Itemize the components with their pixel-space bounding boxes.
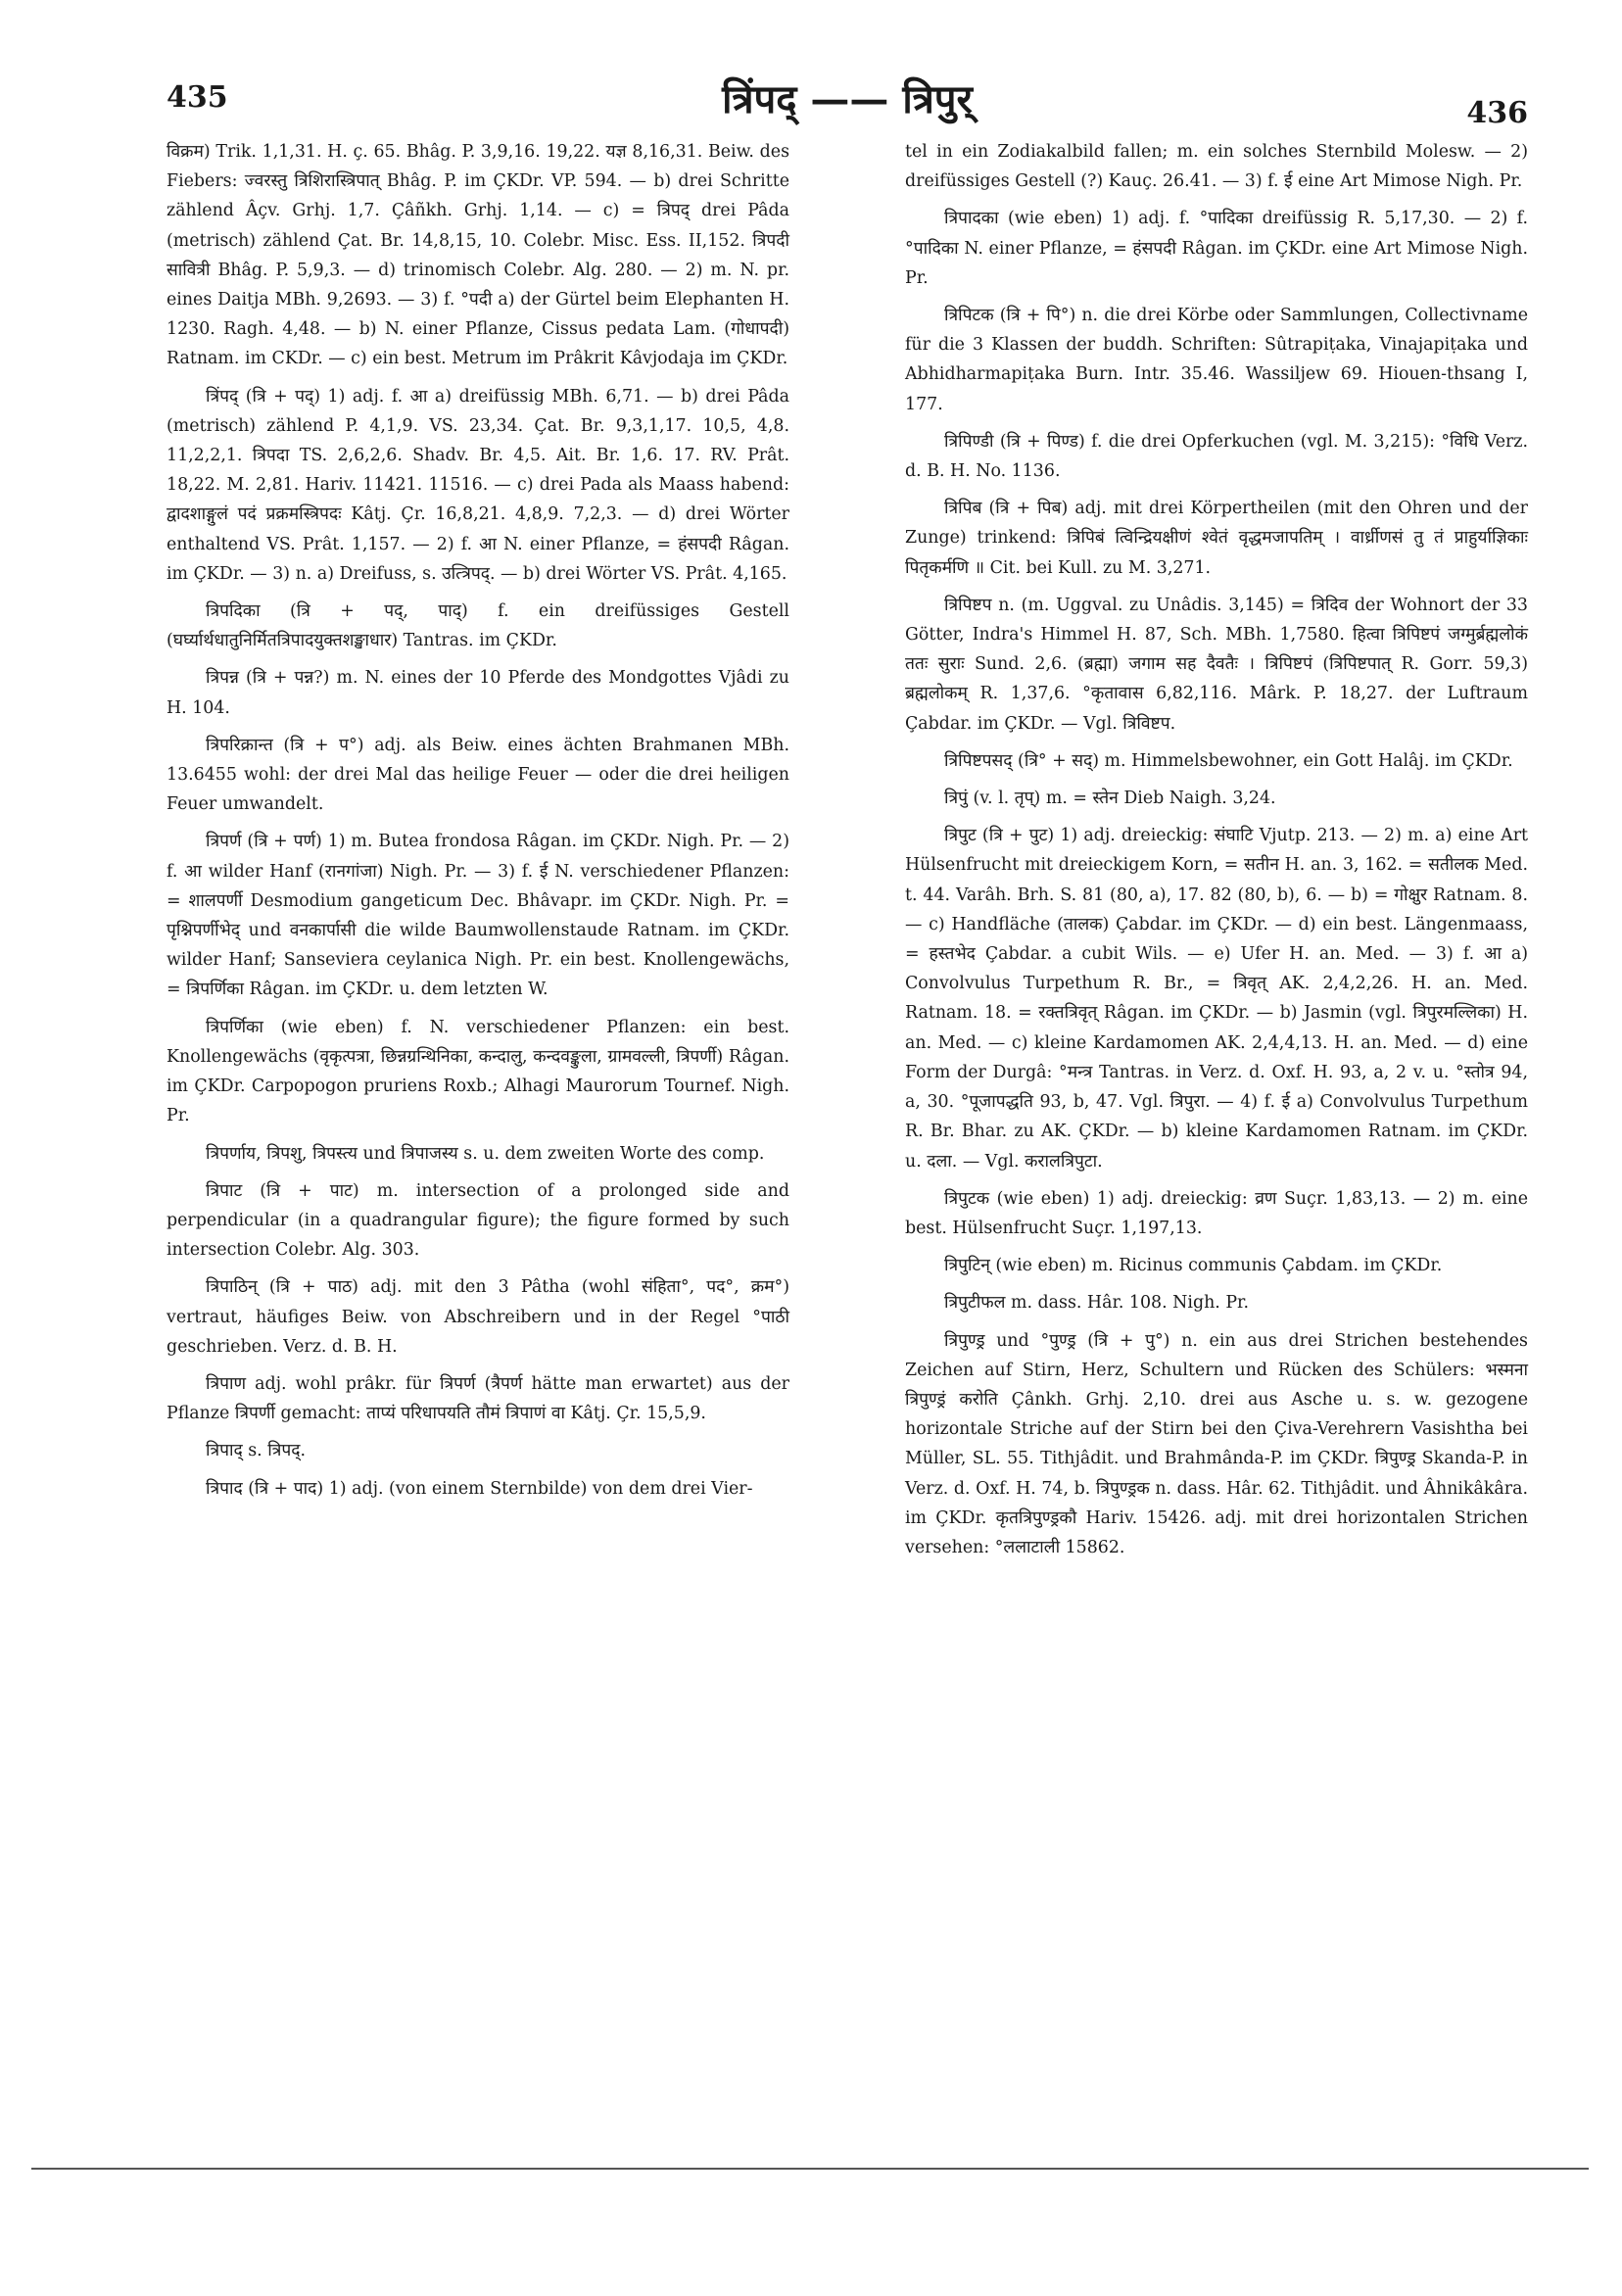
entry: त्रिपाण adj. wohl prâkr. für त्रिपर्ण (त्रैपर्ण hätte man erwartet) aus der Pflanze त्रिपर्णी gemacht: ताप्यं परिधापयति तौमं त्रिपाणं वा Kâtj. Çr. 15,5,9. bbox=[167, 1373, 789, 1424]
entry: त्रिंपद् (त्रि + पद्) 1) adj. f. आ a) dreifüssig MBh. 6,71. — b) drei Pâda (metrisch) zählend P. 4,1,9. VS. 23,34. Çat. Br. 9,3,1,17. 10,5, 4,8. 11,2,2,1. त्रिपदा TS. 2,6,2,6. Shadv. Br. 4,5. Ait. Br. 1,6. 17. RV. Prât. 18,22. M. 2,81. Hariv. 11421. 11516. — c) drei Pada als Maass habend: द्वादशाङ्गुलं पदं प्रक्रमस्त्रिपदः Kâtj. Çr. 16,8,21. 4,8,9. 7,2,3. — d) drei Wörter enthaltend VS. Prât. 1,157. — 2) f. आ N. einer Pflanze, = हंसपदी Râgan. im ÇKDr. — 3) n. a) Dreifuss, s. उत्त्रिपद्. — b) drei Wörter VS. Prât. 4,165. bbox=[167, 386, 789, 584]
entry: त्रिपिण्डी (त्रि + पिण्ड) f. die drei Opferkuchen (vgl. M. 3,215): °विधि Verz. d. B. H. No. 1136. bbox=[905, 431, 1528, 482]
running-title: त्रिंपद् —— त्रिपुर् bbox=[722, 76, 973, 122]
entry: विक्रम) Trik. 1,1,31. H. ç. 65. Bhâg. P. 3,9,16. 19,22. यज्ञ 8,16,31. Beiw. des Fiebers: ज्वरस्तु त्रिशिरास्त्रिपात् Bhâg. P. im ÇKDr. VP. 594. — b) drei Schritte zählend Âçv. Grhj. 1,7. Çâñkh. Grhj. 1,14. — c) = त्रिपद् drei Pâda (metrisch) zählend Çat. Br. 14,8,15, 10. Colebr. Misc. Ess. II,152. त्रिपदी सावित्री Bhâg. P. 5,9,3. — d) trinomisch Colebr. Alg. 280. — 2) m. N. pr. eines Daitja MBh. 9,2693. — 3) f. °पदी a) der Gürtel beim Elephanten H. 1230. Ragh. 4,48. — b) N. einer Pflanze, Cissus pedata Lam. (गोधापदी) Ratnam. im CKDr. — c) ein best. Metrum im Prâkrit Kâvjodaja im ÇKDr. bbox=[167, 142, 789, 369]
entry: त्रिपर्ण (त्रि + पर्ण) 1) m. Butea frondosa Râgan. im ÇKDr. Nigh. Pr. — 2) f. आ wilder Hanf (रानगांजा) Nigh. Pr. — 3) f. ई N. verschiedener Pflanzen: = शालपर्णी Desmodium gangeticum Dec. Bhâvapr. im ÇKDr. Nigh. Pr. = पृश्निपर्णीभेद् und वनकार्पासी die wilde Baumwollenstaude Ratnam. im ÇKDr. wilder Hanf; Sanseviera ceylanica Nigh. Pr. ein best. Knollengewächs, = त्रिपर्णिका Râgan. im ÇKDr. u. dem letzten W. bbox=[167, 832, 789, 1000]
entry: त्रिपरिक्रान्त (त्रि + प°) adj. als Beiw. eines ächten Brahmanen MBh. 13.6455 wohl: der drei Mal das heilige Feuer — oder die drei heiligen Feuer umwandelt. bbox=[167, 735, 789, 815]
left-column bbox=[167, 137, 789, 1511]
entry: त्रिपुटक (wie eben) 1) adj. dreieckig: व्रण Suçr. 1,83,13. — 2) m. eine best. Hülsenfrucht Suçr. 1,197,13. bbox=[905, 1188, 1528, 1238]
entry: त्रिपदिका (त्रि + पद्, पाद्) f. ein dreifüssiges Gestell (घर्घ्यार्थधातुनिर्मितत्रिपादयुक्तशङ्खाधार) Tantras. im ÇKDr. bbox=[167, 601, 789, 651]
entry: त्रिपिष्टपसद् (त्रि° + सद्) m. Himmelsbewohner, ein Gott Halâj. im ÇKDr. bbox=[944, 750, 1513, 771]
entry: त्रिपादका (wie eben) 1) adj. f. °पादिका dreifüssig R. 5,17,30. — 2) f. °पादिका N. einer Pflanze, = हंसपदी Râgan. im ÇKDr. eine Art Mimose Nigh. Pr. bbox=[905, 209, 1528, 288]
entry: त्रिपर्णिका (wie eben) f. N. verschiedener Pflanzen: ein best. Knollengewächs (वृकृत्पत्रा, छिन्नग्रन्थिनिका, कन्दालु, कन्दवङ्कुला, ग्रामवल्ली, त्रिपर्णी) Râgan. im ÇKDr. Carpopogon pruriens Roxb.; Alhagi Maurorum Tournef. Nigh. Pr. bbox=[167, 1017, 789, 1126]
entry: त्रिपिष्टप n. (m. Uggval. zu Unâdis. 3,145) = त्रिदिव der Wohnort der 33 Götter, Indra's Himmel H. 87, Sch. MBh. 1,7580. हित्वा त्रिपिष्टपं जग्मुर्ब्रह्मलोकं ततः सुराः Sund. 2,6. (ब्रह्मा) जगाम सह दैवतैः । त्रिपिष्टपं (त्रिपिष्टपात् R. Gorr. 59,3) ब्रह्मलोकम् R. 1,37,6. °कृतावास 6,82,116. Mârk. P. 18,27. der Luftraum Çabdar. im ÇKDr. — Vgl. त्रिविष्टप. bbox=[905, 595, 1528, 734]
right-column bbox=[905, 137, 1528, 1570]
entry: त्रिपिब (त्रि + पिब) adj. mit drei Körpertheilen (mit den Ohren und der Zunge) trinkend: त्रिपिबं त्विन्द्रियक्षीणं श्वेतं वृद्धमजापतिम् । वार्ध्रीणसं तु तं प्राहुर्याज्ञिकाः पितृकर्मणि ॥ Cit. bei Kull. zu M. 3,271. bbox=[905, 499, 1528, 578]
entry: त्रिपुण्ड्र und °पुण्ड्र (त्रि + पु°) n. ein aus drei Strichen bestehendes Zeichen auf Stirn, Herz, Schultern und Rücken des Schülers: भस्मना त्रिपुण्ड्रं करोति Çânkh. Grhj. 2,10. drei aus Asche u. s. w. gezogene horizontale Striche auf der Stirn bei den Çiva-Verehrern Vasishtha bei Müller, SL. 55. Tithjâdit. und Brahmânda-P. im ÇKDr. त्रिपुण्ड्र Skanda-P. in Verz. d. Oxf. H. 74, b. त्रिपुण्ड्रक n. dass. Hâr. 62. Tithjâdit. und Âhnikâkâra. im ÇKDr. कृतत्रिपुण्ड्रकौ Hariv. 15426. adj. mit drei horizontalen Strichen versehen: °ललाटाली 15862. bbox=[905, 1330, 1528, 1557]
entry: त्रिपुं (v. l. तृप्) m. = स्तेन Dieb Naigh. 3,24. bbox=[944, 789, 1276, 809]
entry: त्रिपर्णाय, त्रिपशु, त्रिपस्त्य und त्रिपाजस्य s. u. dem zweiten Worte des comp. bbox=[206, 1143, 765, 1164]
entry: त्रिपुटीफल m. dass. Hâr. 108. Nigh. Pr. bbox=[944, 1293, 1249, 1314]
entry: त्रिपुटिन् (wie eben) m. Ricinus communis Çabdam. im ÇKDr. bbox=[944, 1256, 1443, 1276]
page-number-left: 435 bbox=[167, 80, 228, 115]
page-header bbox=[167, 67, 1528, 130]
entry: त्रिपाद (त्रि + पाद) 1) adj. (von einem Sternbilde) von dem drei Vier- bbox=[206, 1478, 753, 1499]
entry: त्रिपिटक (त्रि + पि°) n. die drei Körbe oder Sammlungen, Collectivname für die 3 Klassen der buddh. Schriften: Sûtrapiṭaka, Vinajapiṭaka und Abhidharmapiṭaka Burn. Intr. 35.46. Wassiljew 69. Hiouen-thsang I, 177. bbox=[905, 306, 1528, 414]
entry: त्रिपाट (त्रि + पाट) m. intersection of a prolonged side and perpendicular (in a quadrangular figure); the figure formed by such intersection Colebr. Alg. 303. bbox=[167, 1180, 789, 1261]
entry: त्रिपुट (त्रि + पुट) 1) adj. dreieckig: संघाटि Vjutp. 213. — 2) m. a) eine Art Hülsenfrucht mit dreieckigem Korn, = सतीन H. an. 3, 162. = सतीलक Med. t. 44. Varâh. Brh. S. 81 (80, a), 17. 82 (80, b), 6. — b) = गोक्षुर Ratnam. 8. — c) Handfläche (तालक) Çabdar. im ÇKDr. — d) ein best. Längenmaass, = हस्तभेद Çabdar. a cubit Wils. — e) Ufer H. an. Med. — 3) f. आ a) Convolvulus Turpethum R. Br., = त्रिवृत् AK. 2,4,2,26. H. an. Med. Ratnam. 18. = रक्तत्रिवृत् Râgan. im ÇKDr. — b) Jasmin (vgl. त्रिपुरमल्लिका) H. an. Med. — c) kleine Kardamomen AK. 2,4,4,13. H. an. Med. — d) eine Form der Durgâ: °मन्त्र Tantras. in Verz. d. Oxf. H. 93, a, 2 v. u. °स्तोत्र 94, a, 30. °पूजापद्धति 93, b, 47. Vgl. त्रिपुरा. — 4) f. ई a) Convolvulus Turpethum R. Br. Bhar. zu AK. ÇKDr. — b) kleine Kardamomen Ratnam. im ÇKDr. u. दला. — Vgl. करालत्रिपुटा. bbox=[905, 826, 1528, 1172]
page-number-right: 436 bbox=[1466, 96, 1528, 130]
entry: त्रिपाठिन् (त्रि + पाठ) adj. mit den 3 Pâtha (wohl संहिता°, पद°, क्रम°) vertraut, häufiges Beiw. von Abschreibern und in der Regel °पाठी geschrieben. Verz. d. B. H. bbox=[167, 1277, 789, 1357]
entry: tel in ein Zodiakalbild fallen; m. ein solches Sternbild Molesw. — 2) dreifüssiges Gestell (?) Kauç. 26.41. — 3) f. ई eine Art Mimose Nigh. Pr. bbox=[905, 142, 1528, 192]
entry: त्रिपन्न (त्रि + पन्न?) m. N. eines der 10 Pferde des Mondgottes Vjâdi zu H. 104. bbox=[167, 668, 789, 718]
footer-rule bbox=[31, 2168, 1589, 2170]
entry: त्रिपाद् s. त्रिपद्. bbox=[206, 1441, 306, 1461]
